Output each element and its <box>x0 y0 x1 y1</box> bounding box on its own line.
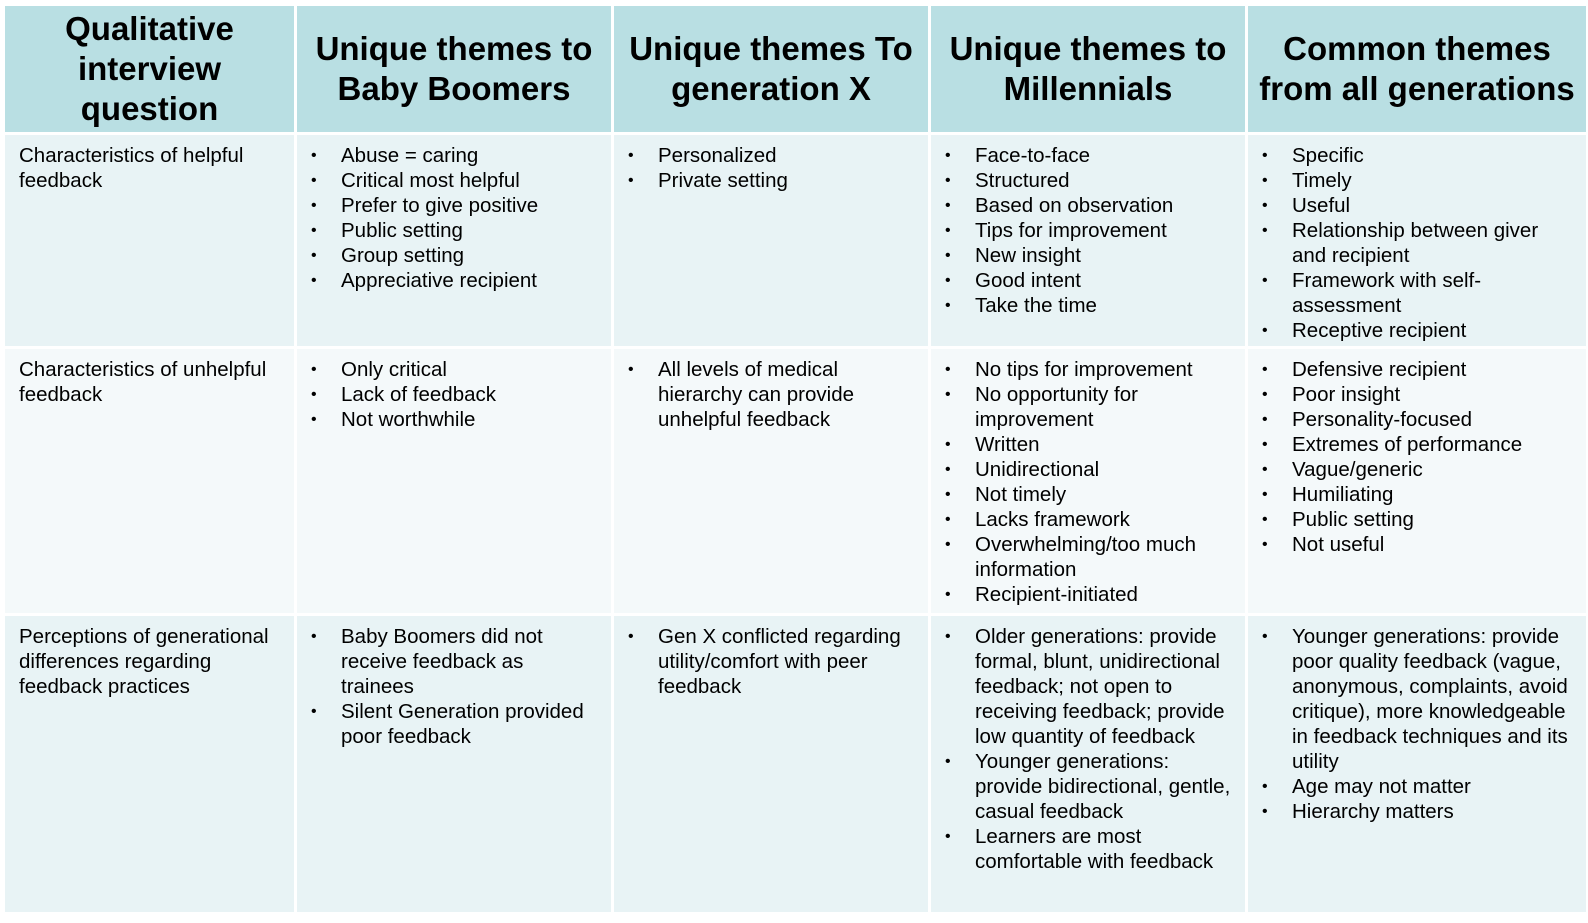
list-item: • Not worthwhile <box>311 407 601 432</box>
millennials-cell <box>930 615 1247 914</box>
list-item: • Personalized <box>628 143 918 168</box>
list-item: • Silent Generation provided poor feedback <box>311 699 601 749</box>
table-row <box>4 348 1588 615</box>
genx-cell <box>613 615 930 914</box>
theme-list <box>628 143 918 193</box>
header-generation-x: Unique themes To generation X <box>613 5 930 134</box>
common-cell <box>1247 615 1588 914</box>
theme-list <box>945 143 1235 318</box>
list-item: • Based on observation <box>945 193 1235 218</box>
theme-list <box>1262 624 1576 824</box>
list-item: • No tips for improvement <box>945 357 1235 382</box>
list-item: • Public setting <box>311 218 601 243</box>
question-cell: Perceptions of generational differences regarding feedback practices <box>4 615 296 914</box>
list-item: • Learners are most comfortable with feedback <box>945 824 1235 874</box>
list-item: • Age may not matter <box>1262 774 1576 799</box>
theme-list <box>945 357 1235 607</box>
millennials-cell <box>930 348 1247 615</box>
list-item: • Tips for improvement <box>945 218 1235 243</box>
header-question: Qualitative interview question <box>4 5 296 134</box>
list-item: • Poor insight <box>1262 382 1576 407</box>
list-item: • Baby Boomers did not receive feedback as trainees <box>311 624 601 699</box>
list-item: • Prefer to give positive <box>311 193 601 218</box>
list-item: • Only critical <box>311 357 601 382</box>
theme-list <box>945 624 1235 874</box>
list-item: • Appreciative recipient <box>311 268 601 293</box>
theme-list <box>1262 143 1576 343</box>
list-item: • Group setting <box>311 243 601 268</box>
list-item: • No opportunity for improvement <box>945 382 1235 432</box>
list-item: • New insight <box>945 243 1235 268</box>
list-item: • Gen X conflicted regarding utility/comfort with peer feedback <box>628 624 918 699</box>
question-cell: Characteristics of helpful feedback <box>4 134 296 348</box>
list-item: • Recipient-initiated <box>945 582 1235 607</box>
millennials-cell <box>930 134 1247 348</box>
list-item: • Not timely <box>945 482 1235 507</box>
list-item: • Overwhelming/too much information <box>945 532 1235 582</box>
boomers-cell <box>296 134 613 348</box>
theme-list <box>311 143 601 293</box>
boomers-cell <box>296 615 613 914</box>
list-item: • Face-to-face <box>945 143 1235 168</box>
header-row <box>4 5 1588 134</box>
list-item: • Take the time <box>945 293 1235 318</box>
list-item: • Personality-focused <box>1262 407 1576 432</box>
genx-cell <box>613 134 930 348</box>
list-item: • All levels of medical hierarchy can provide unhelpful feedback <box>628 357 918 432</box>
list-item: • Lack of feedback <box>311 382 601 407</box>
list-item: • Receptive recipient <box>1262 318 1576 343</box>
list-item: • Older generations: provide formal, blunt, unidirectional feedback; not open to receiving feedback; provide low quantity of feedback <box>945 624 1235 749</box>
list-item: • Useful <box>1262 193 1576 218</box>
list-item: • Public setting <box>1262 507 1576 532</box>
header-baby-boomers: Unique themes to Baby Boomers <box>296 5 613 134</box>
boomers-cell <box>296 348 613 615</box>
header-common-themes: Common themes from all generations <box>1247 5 1588 134</box>
themes-table <box>2 3 1588 915</box>
common-cell <box>1247 348 1588 615</box>
list-item: • Timely <box>1262 168 1576 193</box>
list-item: • Vague/generic <box>1262 457 1576 482</box>
question-cell: Characteristics of unhelpful feedback <box>4 348 296 615</box>
list-item: • Defensive recipient <box>1262 357 1576 382</box>
list-item: • Not useful <box>1262 532 1576 557</box>
theme-list <box>628 624 918 699</box>
list-item: • Specific <box>1262 143 1576 168</box>
list-item: • Relationship between giver and recipient <box>1262 218 1576 268</box>
list-item: • Younger generations: provide poor quality feedback (vague, anonymous, complaints, avoid critique), more knowledgeable in feedback techniques and its utility <box>1262 624 1576 774</box>
list-item: • Framework with self-assessment <box>1262 268 1576 318</box>
list-item: • Structured <box>945 168 1235 193</box>
genx-cell <box>613 348 930 615</box>
list-item: • Good intent <box>945 268 1235 293</box>
list-item: • Abuse = caring <box>311 143 601 168</box>
list-item: • Hierarchy matters <box>1262 799 1576 824</box>
theme-list <box>1262 357 1576 557</box>
list-item: • Written <box>945 432 1235 457</box>
header-millennials: Unique themes to Millennials <box>930 5 1247 134</box>
list-item: • Critical most helpful <box>311 168 601 193</box>
list-item: • Younger generations: provide bidirectional, gentle, casual feedback <box>945 749 1235 824</box>
list-item: • Unidirectional <box>945 457 1235 482</box>
table-row <box>4 615 1588 914</box>
table-row <box>4 134 1588 348</box>
list-item: • Extremes of performance <box>1262 432 1576 457</box>
theme-list <box>628 357 918 432</box>
theme-list <box>311 624 601 749</box>
list-item: • Humiliating <box>1262 482 1576 507</box>
theme-list <box>311 357 601 432</box>
common-cell <box>1247 134 1588 348</box>
list-item: • Private setting <box>628 168 918 193</box>
list-item: • Lacks framework <box>945 507 1235 532</box>
